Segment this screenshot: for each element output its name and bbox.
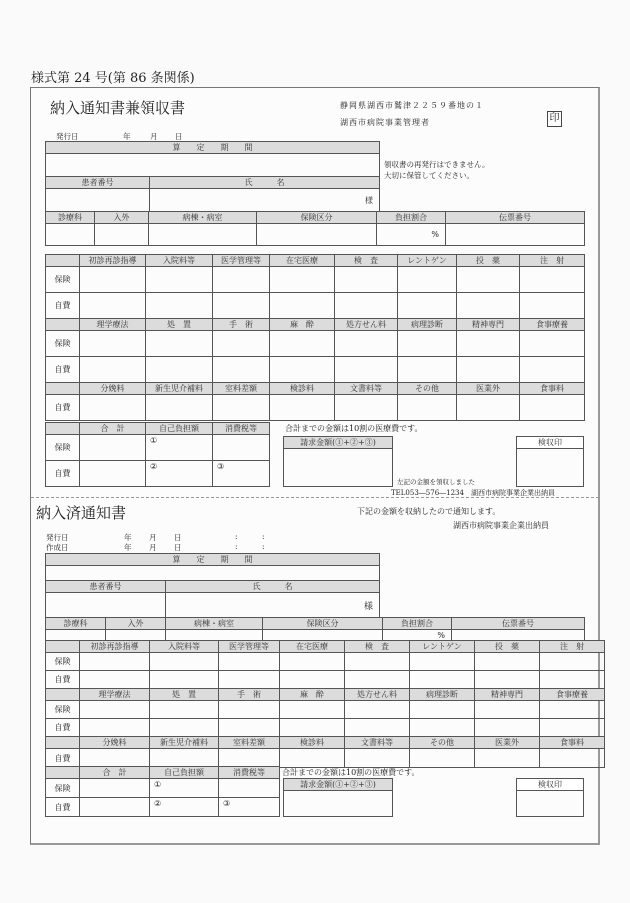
burden-ratio-header: 負担割合 [377,212,446,224]
row-label-insurance: 保険 [46,779,80,798]
billing-amount-field[interactable] [284,791,393,817]
row-label-self-pay: 自費 [46,395,80,421]
inout-header: 入外 [106,618,166,630]
col-header: 分娩料 [80,383,146,395]
col-header: 食事療養 [520,319,585,331]
col-header: 医学管理等 [213,255,270,267]
ward-field[interactable] [149,224,257,246]
col-header: 検診料 [270,383,335,395]
month-label: 月 [149,543,157,552]
col-header: 医業外 [457,383,520,395]
row-label-insurance: 保険 [46,331,80,357]
day-label: 日 [174,543,182,552]
row-label-self-pay: 自費 [46,293,80,319]
col-header: 入院料等 [146,255,213,267]
year-label: 年 [123,132,131,141]
inspection-box-bottom [516,778,584,817]
notice-line1: 領収書の再発行はできません。 [384,160,490,169]
year-label: 年 [124,533,132,542]
row-label-insurance: 保険 [46,267,80,293]
row-label-insurance: 保険 [46,653,80,671]
tel-line: TEL053―576―1234 湖西市病院事業企業出納員 [391,489,555,497]
patient-no-header: 患者番号 [46,177,150,189]
col-header: 医業外 [475,737,540,749]
copay-header: 自己負担額 [146,423,213,435]
colon: : [235,532,238,541]
burden-ratio-header: 負担割合 [383,618,452,630]
received-note: 左記の金額を領収しました [397,478,475,486]
charges-grid [45,254,585,421]
billing-amount-box-bottom [283,778,393,817]
name-header: 氏 名 [166,581,380,593]
row-label-insurance: 保険 [46,435,80,461]
inout-field[interactable] [95,224,149,246]
col-header: 室料差額 [213,383,270,395]
col-header: 注 射 [540,641,605,653]
issue-date-label: 発行日 [56,132,79,141]
charges-grid-bottom [45,640,605,768]
col-header: 処方せん料 [335,319,398,331]
col-header: レントゲン [410,641,475,653]
totals-table [45,422,270,487]
billing-amount-header: 請求金額(①+②+③) [284,779,393,791]
inspection-stamp-field[interactable] [517,449,584,487]
slip-no-header: 伝票番号 [452,618,585,630]
period-name-table [45,141,380,213]
row-label-insurance: 保険 [46,701,80,719]
tax-self-pay-field[interactable]: ③ [219,798,280,817]
copay-insurance-field[interactable]: ① [150,779,219,798]
colon: : [262,542,265,551]
burden-ratio-field[interactable]: % [377,224,446,246]
ward-header: 病棟・病室 [149,212,257,224]
col-header: 文書料等 [345,737,410,749]
row-label-self-pay: 自費 [46,798,80,817]
col-header: 処 置 [146,319,213,331]
insurance-type-header: 保険区分 [257,212,377,224]
total-header: 合 計 [80,767,150,779]
row-label-self-pay: 自費 [46,357,80,383]
tear-off-line [31,497,599,498]
col-header: 在宅医療 [280,641,345,653]
paid-notice-title: 納入済通知書 [36,504,127,522]
col-header: 食事料 [520,383,585,395]
dept-header: 診療科 [46,618,106,630]
row-label-self-pay: 自費 [46,461,80,487]
notice-line2: 大切に保管してください。 [384,171,474,180]
inspection-stamp-field[interactable] [517,791,584,817]
col-header: その他 [398,383,457,395]
slip-no-field[interactable] [446,224,585,246]
col-header: 検 査 [345,641,410,653]
patient-no-field[interactable] [46,593,166,618]
patient-no-header: 患者番号 [46,581,166,593]
col-header: 処 置 [150,689,219,701]
billing-amount-field[interactable] [284,449,393,487]
tax-header: 消費税等 [213,423,270,435]
address: 静岡県湖西市鷲津２２５９番地の１ [340,101,484,110]
month-label: 月 [149,533,157,542]
form-number: 様式第 24 号(第 86 条関係) [31,71,195,86]
col-header: 文書料等 [335,383,398,395]
col-header: 処方せん料 [345,689,410,701]
col-header: 検診料 [280,737,345,749]
billing-amount-header: 請求金額(①+②+③) [284,437,393,449]
receipt-title: 納入通知書兼領収書 [50,99,186,117]
month-label: 月 [150,132,158,141]
col-header: 検 査 [335,255,398,267]
row-label-self-pay: 自費 [46,719,80,737]
colon: : [262,532,265,541]
col-header: 麻 酔 [270,319,335,331]
totals-note: 合計までの金額は10割の医療費です。 [285,424,423,433]
col-header: 手 術 [219,689,280,701]
col-header: 投 薬 [457,255,520,267]
col-header: 病理診断 [398,319,457,331]
day-label: 日 [175,132,183,141]
copay-self-pay-field[interactable]: ② [146,461,213,487]
total-self-pay-field[interactable] [80,461,146,487]
inspection-header: 検収印 [517,437,584,449]
col-header: 精神専門 [457,319,520,331]
dept-field[interactable] [46,224,95,246]
col-header: 病理診断 [410,689,475,701]
copay-insurance-field[interactable]: ① [146,435,213,461]
period-name-table-bottom [45,553,380,618]
col-header: 新生児介補料 [150,737,219,749]
tax-insurance-field[interactable] [213,435,270,461]
period-field[interactable] [46,566,380,581]
col-header: 精神専門 [475,689,540,701]
col-header: 理学療法 [80,319,146,331]
inout-header: 入外 [95,212,149,224]
total-header: 合 計 [80,423,146,435]
name-header: 氏 名 [150,177,380,189]
totals-table-bottom [45,766,280,817]
col-header: 投 薬 [475,641,540,653]
col-header: 初診再診指導 [80,255,146,267]
period-header: 算 定 期 間 [46,142,380,154]
name-field[interactable]: 様 [150,189,380,213]
copay-self-pay-field[interactable]: ② [150,798,219,817]
row-label-self-pay: 自費 [46,749,80,768]
period-field[interactable] [46,154,380,177]
year-label: 年 [124,543,132,552]
col-header: 医学管理等 [219,641,280,653]
insurance-type-field[interactable] [257,224,377,246]
col-header: 初診再診指導 [80,641,150,653]
slip-no-header: 伝票番号 [446,212,585,224]
ward-header: 病棟・病室 [166,618,263,630]
inspection-header: 検収印 [517,779,584,791]
day-label: 日 [174,533,182,542]
name-field[interactable]: 様 [166,593,380,618]
colon: : [235,542,238,551]
col-header: その他 [410,737,475,749]
paid-notice-issuer: 湖西市病院事業企業出納員 [453,521,549,530]
totals-note: 合計までの金額は10割の医療費です。 [282,768,420,777]
col-header: 新生児介補料 [146,383,213,395]
col-header: 注 射 [520,255,585,267]
patient-no-field[interactable] [46,189,150,213]
created-date-label: 作成日 [46,543,69,552]
col-header: 食事料 [540,737,605,749]
col-header: 麻 酔 [280,689,345,701]
info-table-bottom [45,617,585,641]
billing-amount-box [283,436,393,487]
dept-header: 診療科 [46,212,95,224]
tax-self-pay-field[interactable]: ③ [213,461,270,487]
col-header: 入院料等 [150,641,219,653]
seal-stamp: 印 [547,111,562,127]
period-header: 算 定 期 間 [46,554,380,566]
col-header: 分娩料 [80,737,150,749]
col-header: 手 術 [213,319,270,331]
tax-header: 消費税等 [219,767,280,779]
col-header: 食事療養 [540,689,605,701]
col-header: 在宅医療 [270,255,335,267]
total-insurance-field[interactable] [80,435,146,461]
paid-notice-text: 下記の金額を収納したので通知します。 [357,507,501,516]
burden-ratio-field[interactable]: % [383,630,452,641]
inspection-box [516,436,584,487]
col-header: レントゲン [398,255,457,267]
info-table [45,211,585,246]
col-header: 室料差額 [219,737,280,749]
col-header: 理学療法 [80,689,150,701]
row-label-self-pay: 自費 [46,671,80,689]
issue-date-label: 発行日 [46,533,69,542]
issuer: 湖西市病院事業管理者 [340,118,430,127]
insurance-type-header: 保険区分 [263,618,383,630]
copay-header: 自己負担額 [150,767,219,779]
